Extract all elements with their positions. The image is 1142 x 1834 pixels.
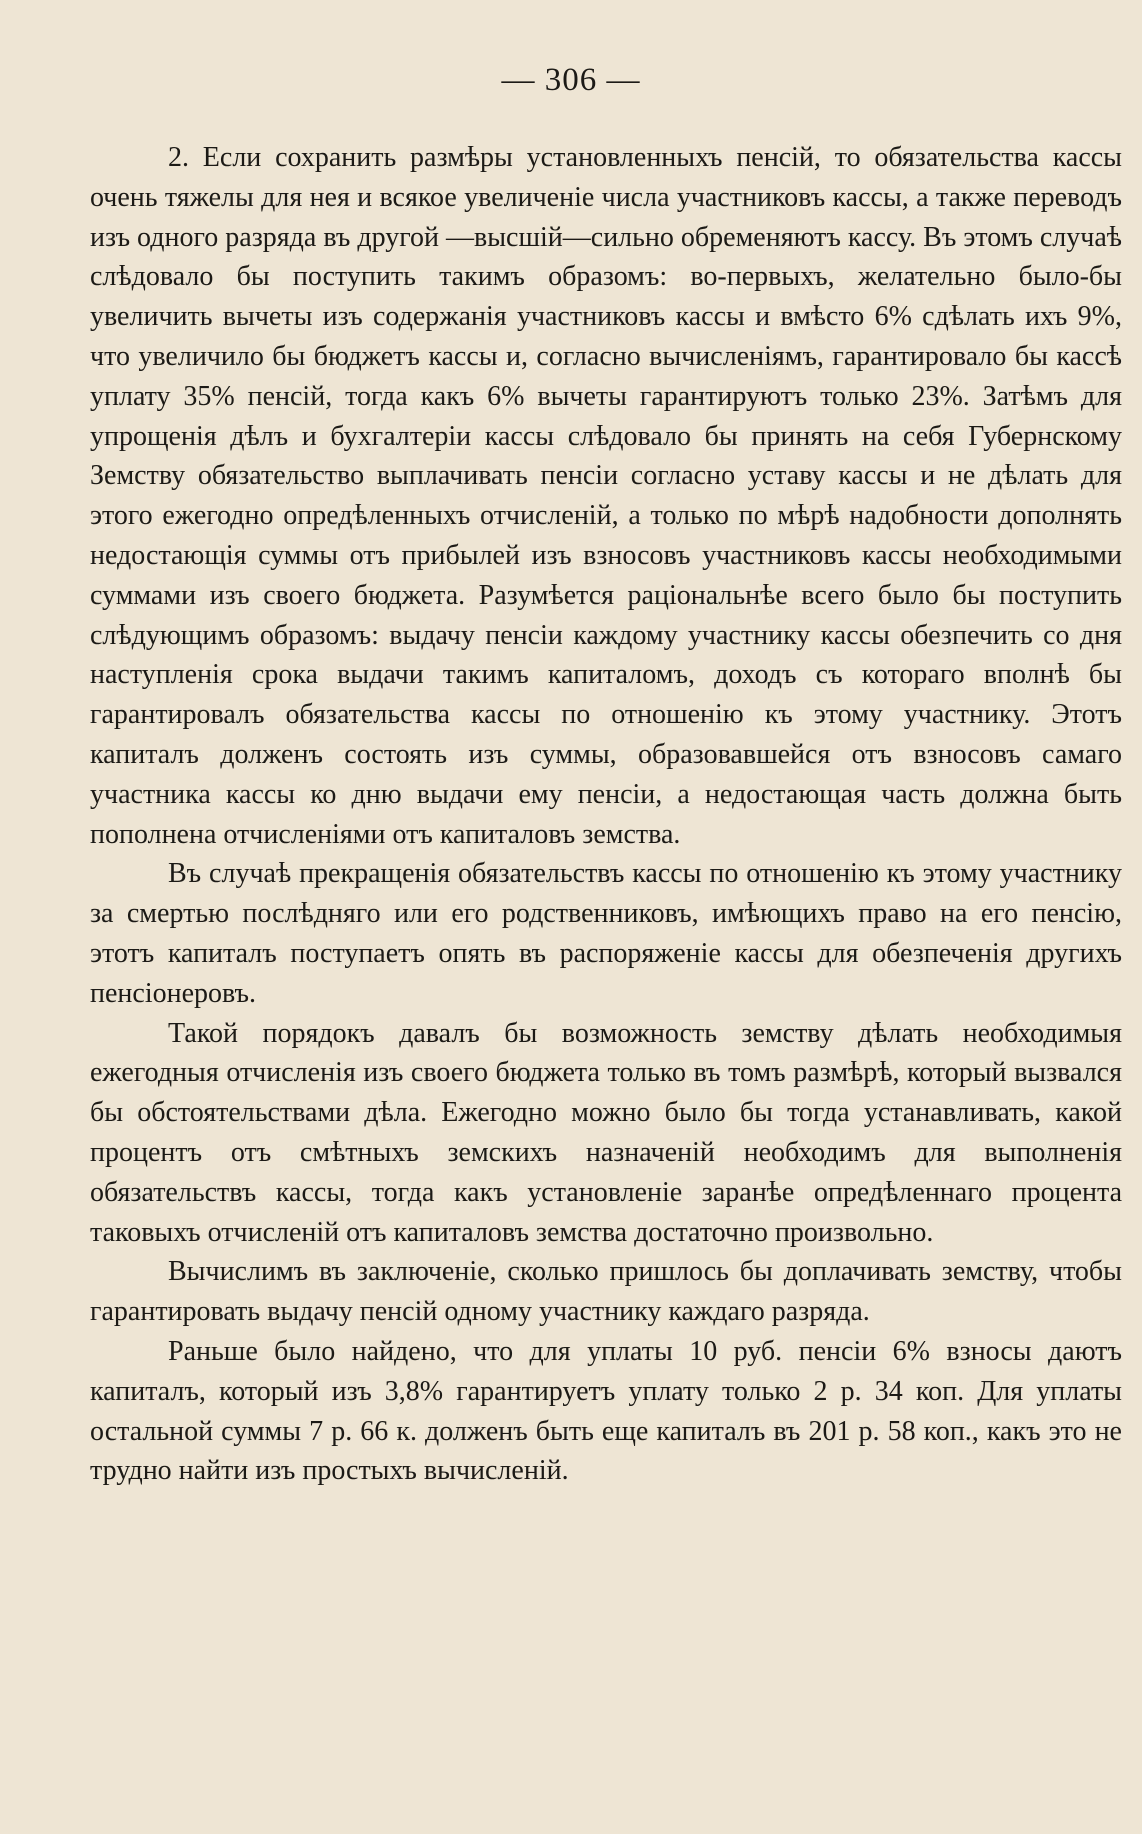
page-number: — 306 — [501,62,641,98]
paragraph-4: Вычислимъ въ заключеніе, сколько пришлось бы доплачивать земству, чтобы гарантировать выдачу пенсій одному участнику каждаго разряда. [90,1256,1122,1328]
page-text [90,138,1122,1491]
paragraph-5: Раньше было найдено, что для уплаты 10 руб. пенсіи 6% взносы даютъ капиталъ, который изъ 3,8% гарантируетъ уплату только 2 р. 34 коп. Для уплаты остальной суммы 7 р. 66 к. долженъ быть еще капиталъ въ 201 р. 58 коп., какъ это не трудно найти изъ простыхъ вычисленій. [90,1335,1122,1487]
paragraph-1: 2. Если сохранить размѣры установленныхъ пенсій, то обязательства кассы очень тяжелы для нея и всякое увеличеніе числа участниковъ кассы, а также переводъ изъ одного разряда въ другой —высшій—сильно обременяютъ кассу. Въ этомъ случаѣ слѣдовало бы поступить такимъ образомъ: во-первыхъ, желательно было-бы увеличить вычеты изъ содержанія участниковъ кассы и вмѣсто 6% сдѣлать ихъ 9%, что увеличило бы бюджетъ кассы и, согласно вычисленіямъ, гарантировало бы кассѣ уплату 35% пенсій, тогда какъ 6% вычеты гарантируютъ только 23%. Затѣмъ для упрощенія дѣлъ и бухгалтеріи кассы слѣдовало бы принять на себя Губернскому Земству обязательство выплачивать пенсіи согласно уставу кассы и не дѣлать для этого ежегодно опредѣленныхъ отчисленій, а только по мѣрѣ надобности дополнять недостающія суммы отъ прибылей изъ взносовъ участниковъ кассы необходимыми суммами изъ своего бюджета. Разумѣется раціональнѣе всего было бы поступить слѣдующимъ образомъ: выдачу пенсіи каждому участнику кассы обезпечить со дня наступленія срока выдачи такимъ капиталомъ, доходъ съ котораго вполнѣ бы гарантировалъ обязательства кассы по отношенію къ этому участнику. Этотъ капиталъ долженъ состоять изъ суммы, образовавшейся отъ взносовъ самаго участника кассы ко дню выдачи ему пенсіи, а недостающая часть должна быть пополнена отчисленіями отъ капиталовъ земства. [90,142,1122,850]
paragraph-3: Такой порядокъ давалъ бы возможность земству дѣлать необходимыя ежегодныя отчисленія изъ своего бюджета только въ томъ размѣрѣ, который вызвался бы обстоятельствами дѣла. Ежегодно можно было бы тогда устанавливать, какой процентъ отъ смѣтныхъ земскихъ назначеній необходимъ для выполненія обязательствъ кассы, тогда какъ установленіе заранѣе опредѣленнаго процента таковыхъ отчисленій отъ капиталовъ земства достаточно произвольно. [90,1017,1122,1248]
paragraph-2: Въ случаѣ прекращенія обязательствъ кассы по отношенію къ этому участнику за смертью послѣдняго или его родственниковъ, имѣющихъ право на его пенсію, этотъ капиталъ поступаетъ опять въ распоряженіе кассы для обезпеченія другихъ пенсіонеровъ. [90,858,1122,1009]
